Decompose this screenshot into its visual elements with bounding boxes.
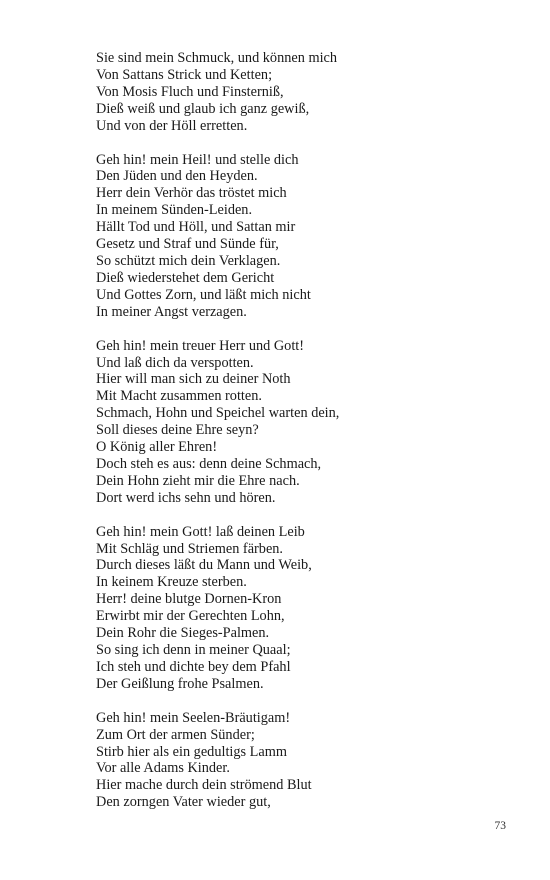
verse-line: Und Gottes Zorn, und läßt mich nicht	[96, 286, 311, 303]
verse-line: Stirb hier als ein gedultigs Lamm	[96, 743, 287, 760]
verse-line: Herr dein Verhör das tröstet mich	[96, 185, 287, 202]
verse-line: Mit Schläg und Striemen färben.	[96, 540, 284, 557]
verse-line: Soll dieses deine Ehre seyn?	[96, 422, 259, 439]
verse-line: Den zorngen Vater wieder gut,	[96, 794, 271, 811]
verse-line: Den Jüden und den Heyden.	[96, 168, 258, 185]
verse-line: Und von der Höll erretten.	[96, 117, 248, 134]
verse-line: Hier mache durch dein strömend Blut	[96, 777, 312, 794]
verse-line: Gesetz und Straf und Sünde für,	[96, 236, 279, 253]
verse-line: Der Geißlung frohe Psalmen.	[96, 675, 264, 692]
verse-line: Geh hin! mein Seelen-Bräutigam!	[96, 709, 291, 726]
verse-line: Durch dieses läßt du Mann und Weib,	[96, 557, 312, 574]
verse-line: Dieß wiederstehet dem Gericht	[96, 269, 275, 286]
verse-line: Doch steh es aus: denn deine Schmach,	[96, 455, 322, 472]
verse-line: O König aller Ehren!	[96, 439, 218, 456]
verse-line: Hällt Tod und Höll, und Sattan mir	[96, 219, 296, 236]
verse-line: Dein Hohn zieht mir die Ehre nach.	[96, 472, 300, 489]
stanza-3	[96, 338, 496, 507]
stanza-4	[96, 524, 496, 693]
verse-line: Und laß dich da verspotten.	[96, 354, 254, 371]
verse-line: Herr! deine blutge Dornen-Kron	[96, 591, 282, 608]
page-number: 73	[494, 820, 506, 832]
verse-line: Dieß weiß und glaub ich ganz gewiß,	[96, 100, 310, 117]
verse-line: Dein Rohr die Sieges-Palmen.	[96, 625, 270, 642]
verse-line: In meiner Angst verzagen.	[96, 303, 247, 320]
verse-line: Mit Macht zusammen rotten.	[96, 388, 262, 405]
stanza-5	[96, 710, 496, 811]
verse-line: Von Mosis Fluch und Finsterniß,	[96, 83, 284, 100]
verse-line: In keinem Kreuze sterben.	[96, 574, 247, 591]
stanza-1	[96, 50, 496, 135]
verse-line: Von Sattans Strick und Ketten;	[96, 66, 273, 83]
verse-line: Geh hin! mein Gott! laß deinen Leib	[96, 523, 305, 540]
verse-line: Vor alle Adams Kinder.	[96, 760, 230, 777]
verse-line: So sing ich denn in meiner Quaal;	[96, 642, 291, 658]
verse-line: Ich steh und dichte bey dem Pfahl	[96, 658, 291, 675]
verse-line: Geh hin! mein treuer Herr und Gott!	[96, 337, 305, 354]
poem-body	[96, 50, 496, 828]
verse-line: Erwirbt mir der Gerechten Lohn,	[96, 608, 285, 625]
verse-line: So schützt mich dein Verklagen.	[96, 252, 281, 269]
verse-line: Dort werd ichs sehn und hören.	[96, 489, 276, 506]
stanza-2	[96, 152, 496, 321]
verse-line: Hier will man sich zu deiner Noth	[96, 371, 291, 388]
verse-line: In meinem Sünden-Leiden.	[96, 202, 253, 219]
verse-line: Schmach, Hohn und Speichel warten dein,	[96, 405, 340, 422]
verse-line: Zum Ort der armen Sünder;	[96, 726, 255, 743]
verse-line: Sie sind mein Schmuck, und können mich	[96, 50, 338, 66]
verse-line: Geh hin! mein Heil! und stelle dich	[96, 151, 299, 168]
